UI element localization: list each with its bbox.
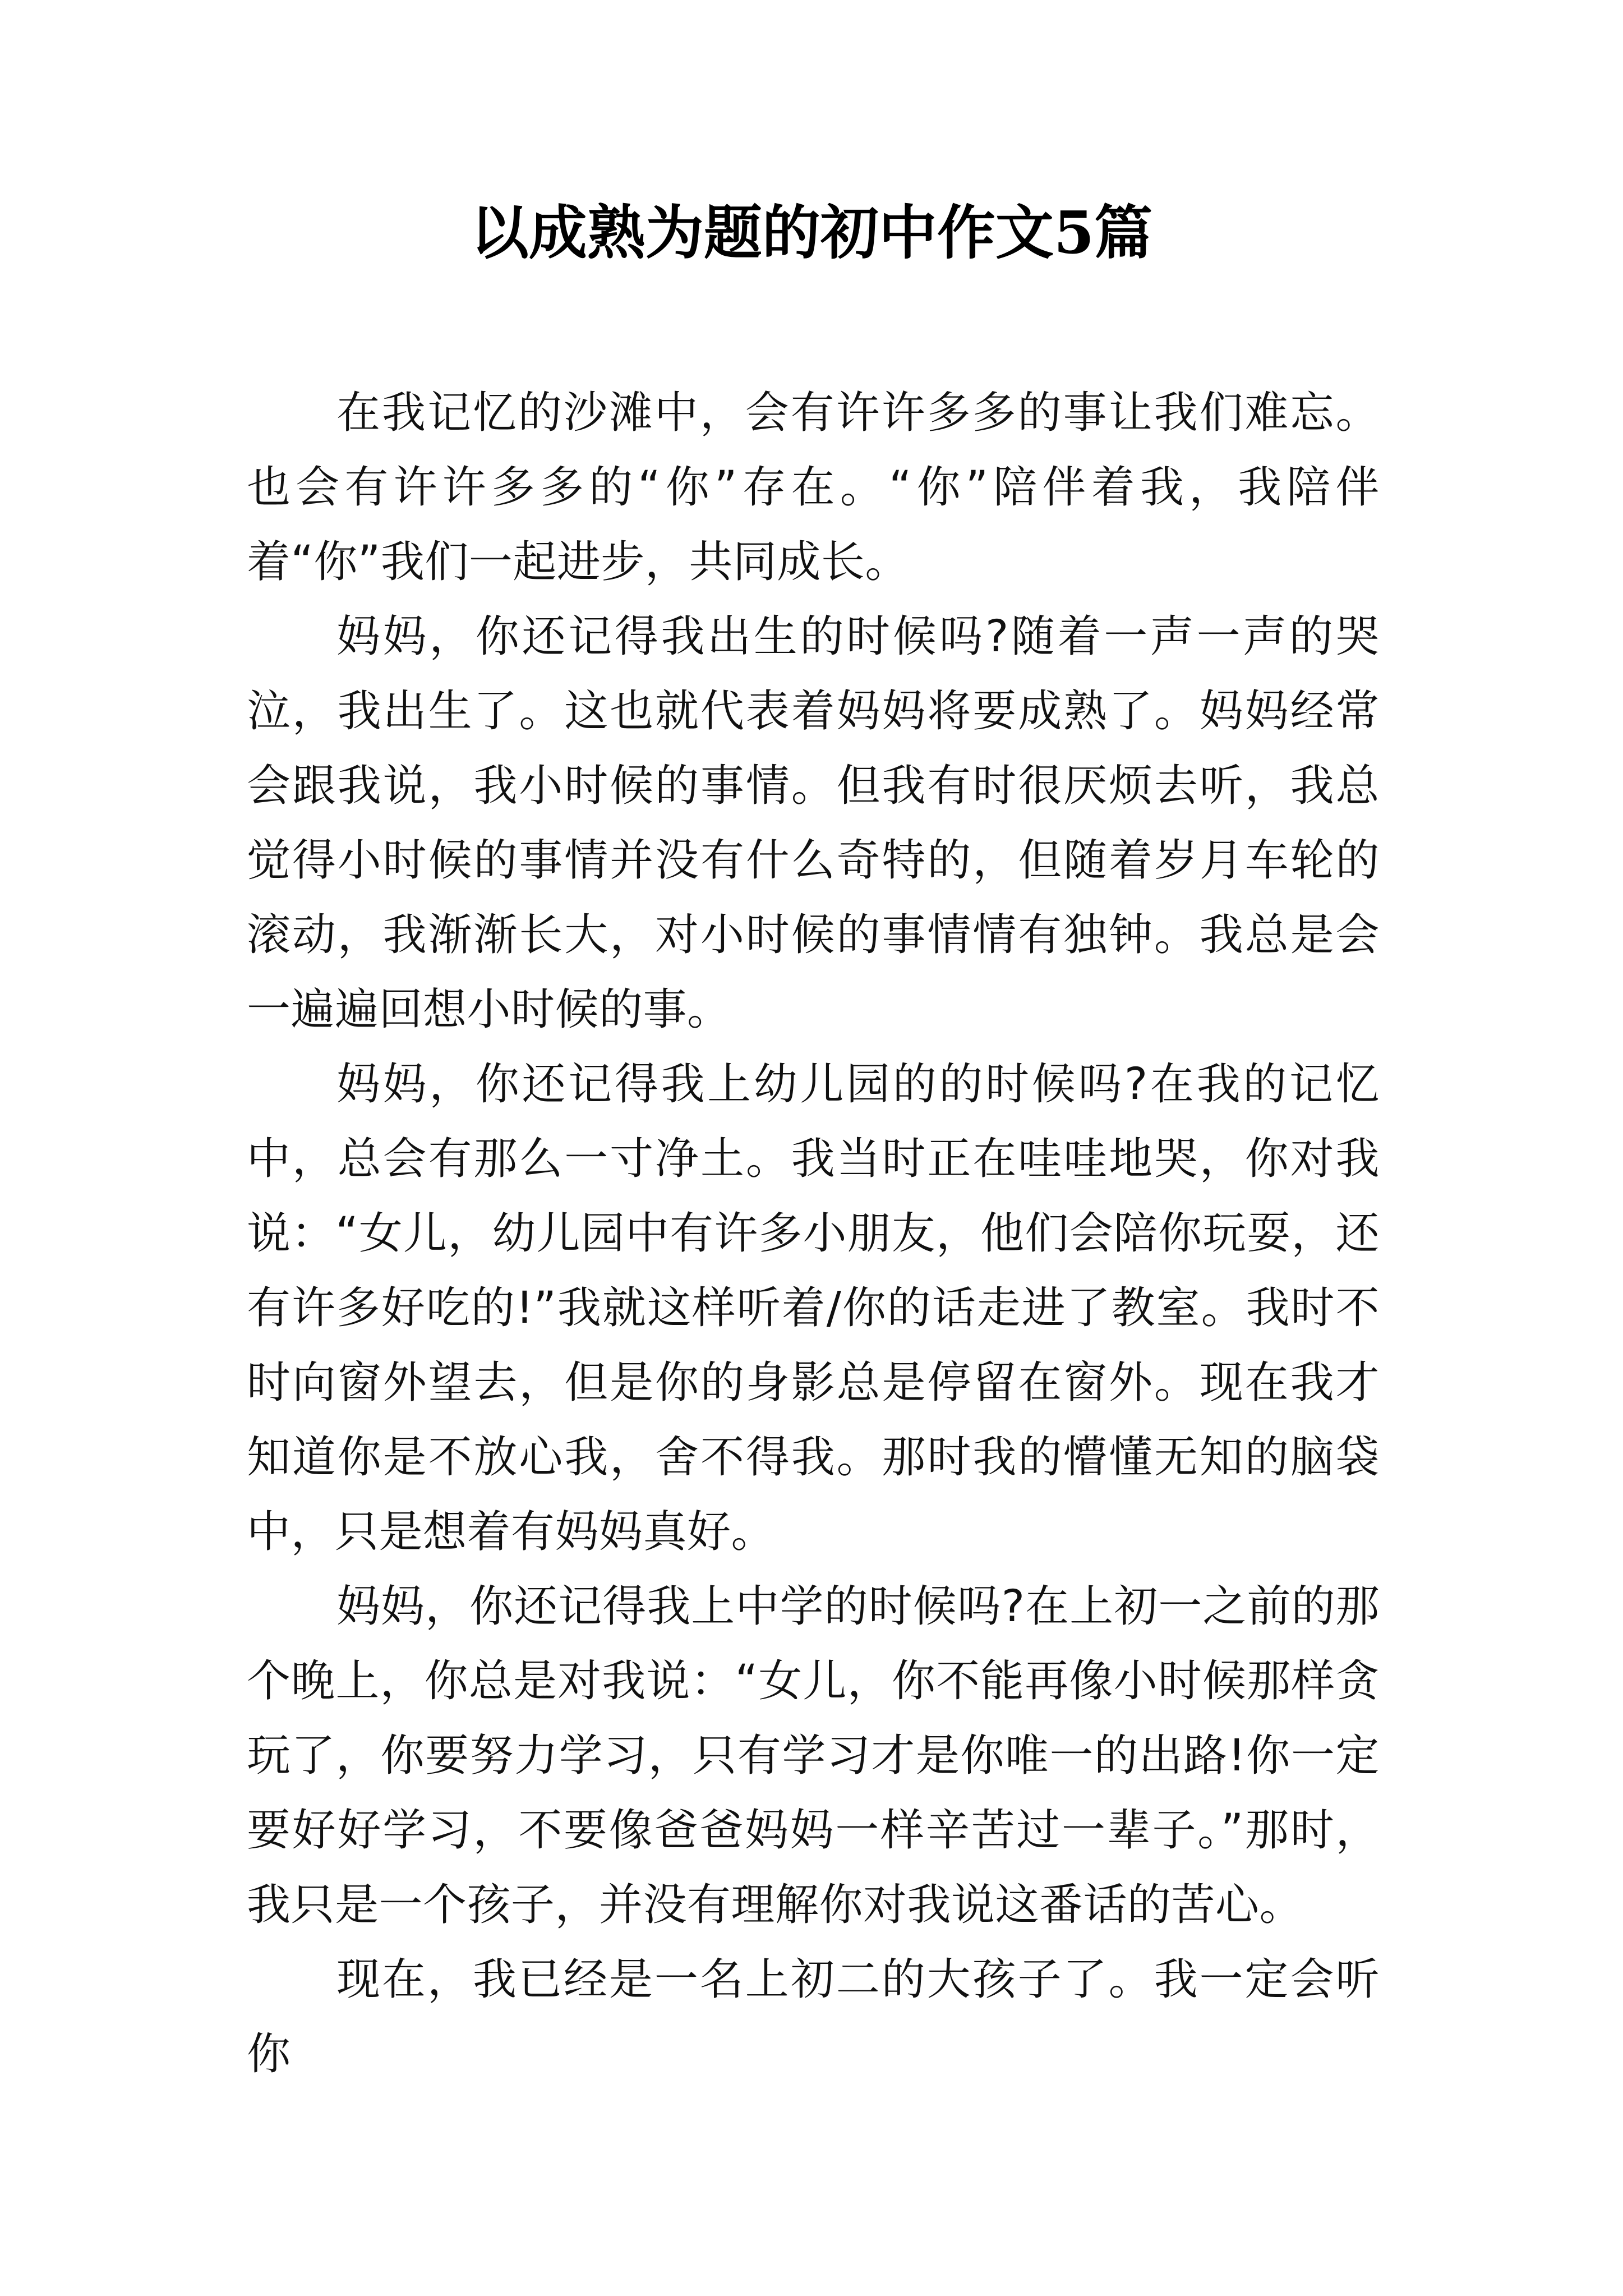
- paragraph-3: 妈妈，你还记得我上幼儿园的的时候吗?在我的记忆中，总会有那么一寸净土。我当时正在哇哇地哭，你对我说：“女儿，幼儿园中有许多小朋友，他们会陪你玩耍，还有许多好吃的!”我就这样听着/你的话走进了教室。我时不时向窗外望去，但是你的身影总是停留在窗外。现在我才知道你是不放心我，舍不得我。那时我的懵懂无知的脑袋中，只是想着有妈妈真好。: [247, 1059, 1380, 1557]
- paragraph-5: 现在，我已经是一名上初二的大孩子了。我一定会听你: [247, 1954, 1380, 2079]
- document-body: [247, 376, 1380, 2092]
- paragraph-2: 妈妈，你还记得我出生的时候吗?随着一声一声的哭泣，我出生了。这也就代表着妈妈将要成熟了。妈妈经常会跟我说，我小时候的事情。但我有时很厌烦去听，我总觉得小时候的事情并没有什么奇特的，但随着岁月车轮的滚动，我渐渐长大，对小时候的事情情有独钟。我总是会一遍遍回想小时候的事。: [247, 611, 1380, 1035]
- paragraph-4: 妈妈，你还记得我上中学的时候吗?在上初一之前的那个晚上，你总是对我说：“女儿，你不能再像小时候那样贪玩了，你要努力学习，只有学习才是你唯一的出路!你一定要好好学习，不要像爸爸妈妈一样辛苦过一辈子。”那时，我只是一个孩子，并没有理解你对我说这番话的苦心。: [247, 1581, 1380, 1930]
- document-title: 以成熟为题的初中作文5篇: [470, 198, 1153, 267]
- paragraph-1: 在我记忆的沙滩中，会有许许多多的事让我们难忘。也会有许许多多的“你”存在。“你”陪伴着我，我陪伴着“你”我们一起进步，共同成长。: [247, 388, 1380, 587]
